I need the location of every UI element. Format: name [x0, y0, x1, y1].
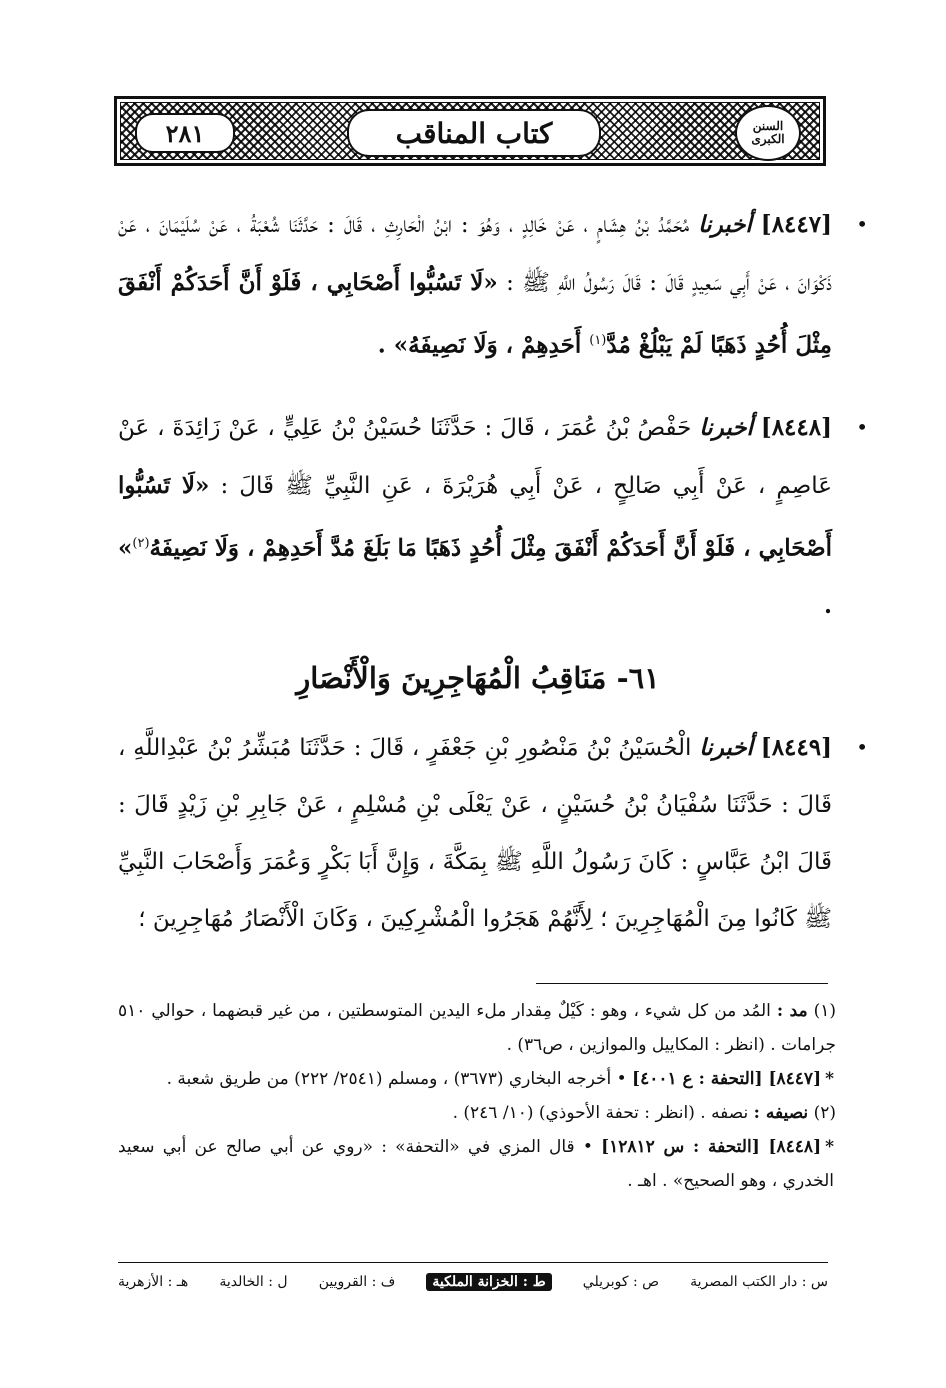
matn-part-1: «لَا تَسُبُّوا أَصْحَابِي ، فَلَوْ أَنَّ أَحَدَكُمْ أَنْفَقَ مِثْلَ أُحُدٍ ذَهَبًا لَمْ يَبْلُغْ مُدَّ [118, 269, 832, 359]
isnad: حَفْصُ بْنُ عُمَرَ ، قَالَ : حَدَّثَنَا حُسَيْنُ بْنُ عَلِيٍّ ، عَنْ زَائِدَةَ ، عَنْ عَاصِمٍ ، عَنْ أَبِي صَالِحٍ ، عَنْ أَبِي هُرَيْرَةَ ، عَنِ النَّبِيِّ ﷺ قَالَ : [118, 414, 832, 499]
footnote-term: نصيفه : [753, 1103, 809, 1123]
tuhfa-reference: [٨٤٤٧] [التحفة : ع ٤٠٠١] [632, 1069, 822, 1089]
hadith-entry-8449 [118, 719, 868, 948]
hadith-number: [٨٤٤٨] [760, 413, 833, 441]
chapter-heading: ٦١- مَنَاقِبُ الْمُهَاجِرِينَ وَالْأَنْصَارِ [296, 661, 660, 696]
takhrij-8447 [118, 1062, 836, 1096]
page-header [114, 96, 826, 166]
takhrij-text: • قال المزي في «التحفة» : «روي عن أبي صالح عن أبي سعيد الخدري ، وهو الصحيح» . اهـ . [118, 1137, 834, 1191]
bullet-icon: • [856, 414, 868, 439]
takhrij-8448 [118, 1130, 836, 1198]
legend-item-sad: ص : كوبريلي [582, 1274, 660, 1290]
footnote-text: نصفه . (انظر : تحفة الأحوذي) (١٠/ ٢٤٦) . [452, 1103, 754, 1123]
bullet-icon: • [856, 212, 868, 236]
akhbarana-label: أخبرنا [699, 413, 753, 441]
footnote-2 [118, 1096, 836, 1130]
hadith-number: [٨٤٤٩] [760, 734, 832, 762]
footnote-1 [118, 994, 836, 1062]
footnote-separator [536, 983, 828, 984]
footnote-number: (٢) [813, 1103, 836, 1123]
footnote-text: المُد من كل شيء ، وهو : كَيْلٌ مِقدار ملء اليدين المتوسطتين ، من غير قبضهما ، حوالي ٥١٠ جرامات . (انظر : المكاييل والموازين ، ص٣٦) . [118, 1001, 836, 1055]
asterisk-icon: * [825, 1137, 834, 1157]
series-logo: السنن الكبرى [735, 105, 801, 161]
tuhfa-reference: [٨٤٤٨] [التحفة : س ١٢٨١٢] [601, 1137, 822, 1157]
footnotes [118, 994, 836, 1198]
legend-item-lam: ل : الخالدية [219, 1274, 288, 1290]
matn-part-1: «لَا تَسُبُّوا أَصْحَابِي ، فَلَوْ أَنَّ أَحَدَكُمْ أَنْفَقَ مِثْلَ أُحُدٍ ذَهَبًا مَا بَلَغَ مُدَّ أَحَدِهِمْ ، وَلَا نَصِيفَهُ [118, 471, 832, 562]
legend-item-ta-active: ط : الخزانة الملكية [426, 1273, 551, 1291]
hadith-number: [٨٤٤٧] [760, 211, 832, 238]
bullet-icon: • [856, 735, 868, 760]
footnote-term: مد : [776, 1001, 808, 1021]
legend-item-fa: ف : القرويين [318, 1274, 396, 1290]
asterisk-icon: * [825, 1069, 834, 1089]
book-title: كتاب المناقب [347, 109, 601, 157]
takhrij-text: • أخرجه البخاري (٣٦٧٣) ، ومسلم (٢٥٤١/ ٢٢٢) من طريق شعبة . [166, 1069, 633, 1089]
akhbarana-label: أخبرنا [699, 734, 753, 762]
hadith-entry-8448 [118, 399, 868, 636]
hadith-entry-8447 [118, 196, 868, 375]
manuscript-legend [118, 1268, 828, 1296]
page-number: ٢٨١ [135, 113, 235, 153]
footnote-number: (١) [813, 1001, 836, 1021]
footnote-marker: (١) [589, 333, 607, 348]
isnad: مُحَمَّدُ بْنُ هِشَامٍ ، عَنْ خَالِدٍ ، وَهُوَ : ابْنُ الْحَارِثِ ، قَالَ : حَدَّثَنَا شُعْبَةُ ، عَنْ سُلَيْمَانَ ، عَنْ ذَكْوَانَ ، عَنْ أَبِي سَعِيدٍ قَالَ : قَالَ رَسُولُ اللَّهِ ﷺ : [118, 212, 833, 296]
legend-item-ha: هـ : الأزهرية [118, 1274, 189, 1290]
main-text [118, 196, 868, 948]
matn-part-2: أَحَدِهِمْ ، وَلَا نَصِيفَهُ» . [377, 331, 590, 359]
akhbarana-label: أخبرنا [698, 211, 752, 238]
matn-part-2: » . [118, 534, 832, 620]
legend-item-s: س : دار الكتب المصرية [690, 1274, 828, 1290]
hadith-text: الْحُسَيْنُ بْنُ مَنْصُورِ بْنِ جَعْفَرٍ ، قَالَ : حَدَّثَنَا مُبَشِّرُ بْنُ عَبْدِاللَّهِ ، قَالَ : حَدَّثَنَا سُفْيَانُ بْنُ حُسَيْنٍ ، عَنْ يَعْلَى بْنِ مُسْلِمٍ ، عَنْ جَابِرِ بْنِ زَيْدٍ قَالَ : قَالَ ابْنُ عَبَّاسٍ : كَانَ رَسُولُ اللَّهِ ﷺ بِمَكَّةَ ، وَإِنَّ أَبَا بَكْرٍ وَعُمَرَ وَأَصْحَابَ النَّبِيِّ ﷺ كَانُوا مِنَ الْمُهَاجِرِينَ ؛ لِأَنَّهُمْ هَجَرُوا الْمُشْرِكِينَ ، وَكَانَ الْأَنْصَارُ مُهَاجِرِينَ ؛ [118, 735, 832, 933]
footnote-marker: (٢) [132, 535, 150, 551]
legend-separator [118, 1262, 828, 1263]
